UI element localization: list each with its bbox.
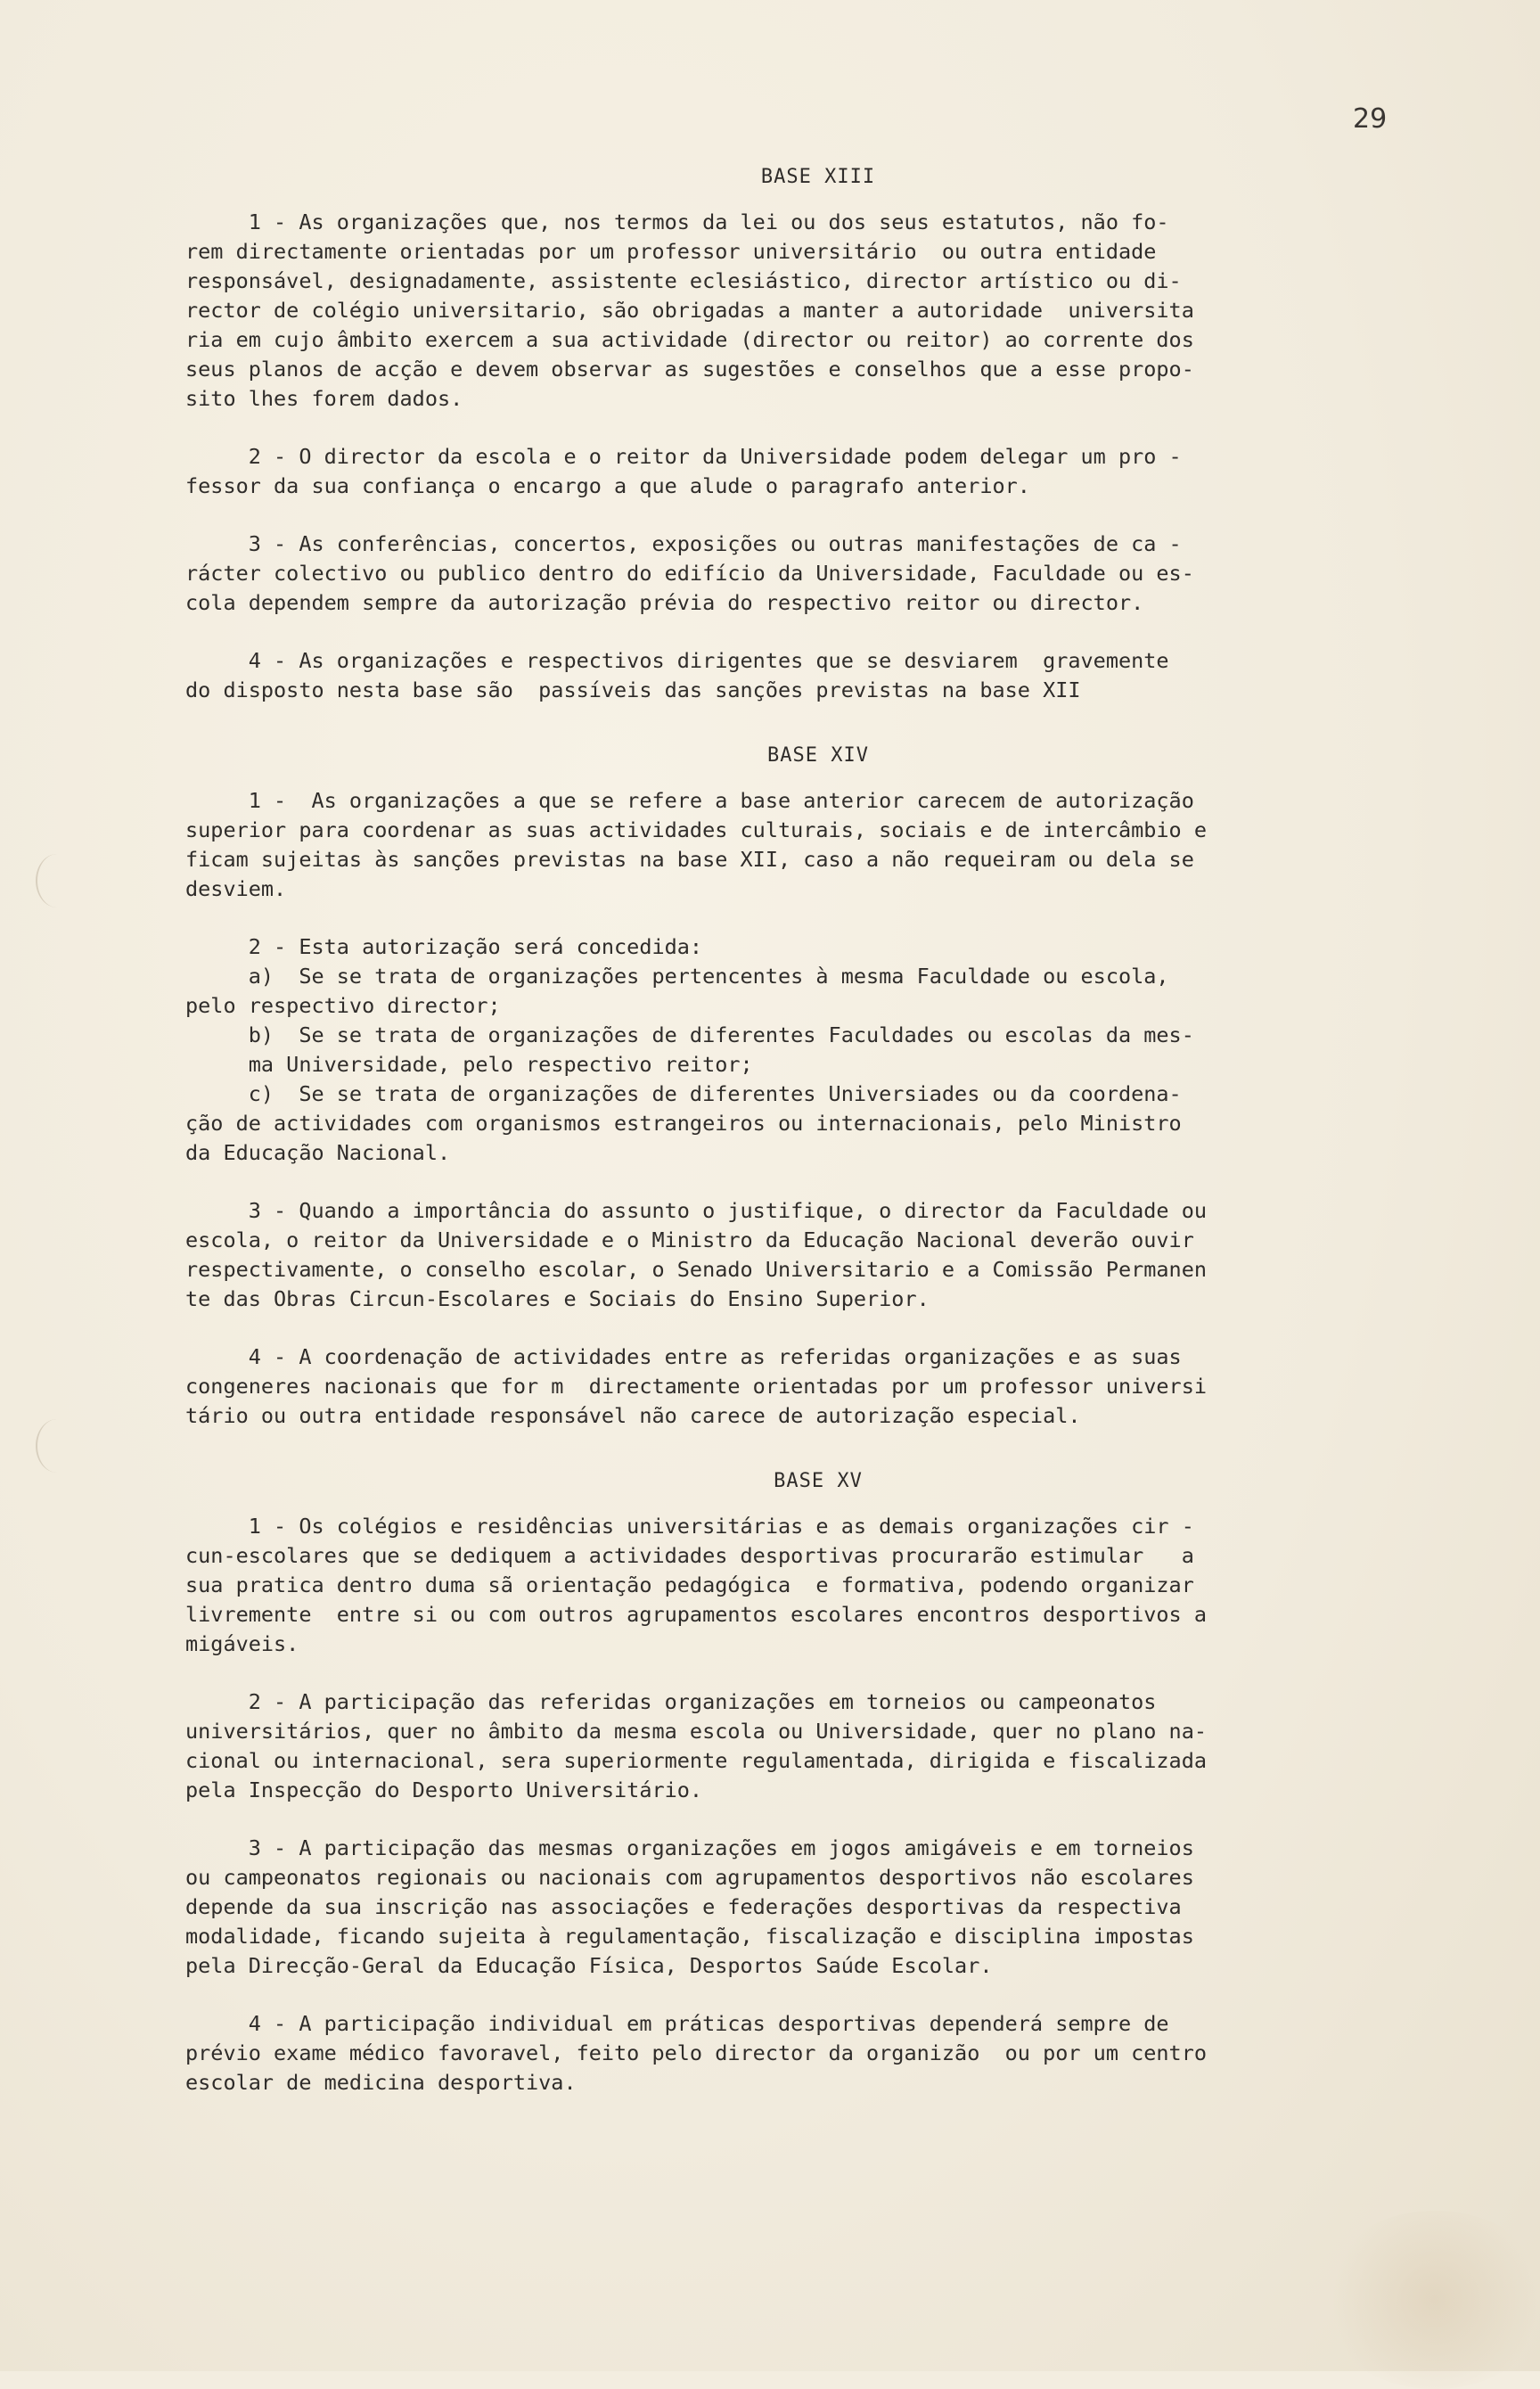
text-line: rácter colectivo ou publico dentro do edifício da Universidade, Faculdade ou es- bbox=[185, 561, 1194, 586]
text-line: pelo respectivo director; bbox=[185, 993, 501, 1018]
text-line: ria em cujo âmbito exercem a sua actividade (director ou reitor) ao corrente dos bbox=[185, 327, 1194, 352]
text-line: a) Se se trata de organizações pertencentes à mesma Faculdade ou escola, bbox=[185, 964, 1169, 989]
text-line: sito lhes forem dados. bbox=[185, 386, 463, 411]
text-line: prévio exame médico favoravel, feito pelo director da organizão ou por um centro bbox=[185, 2040, 1208, 2065]
text-line: da Educação Nacional. bbox=[185, 1140, 451, 1165]
paragraph bbox=[185, 442, 1415, 501]
text-line: rector de colégio universitario, são obrigadas a manter a autoridade universita bbox=[185, 298, 1194, 323]
text-line: do disposto nesta base são passíveis das sanções previstas na base XII bbox=[185, 677, 1081, 702]
section-base bbox=[185, 1470, 1415, 2098]
document-body bbox=[185, 166, 1415, 2137]
text-line: cun-escolares que se dediquem a actividades desportivas procurarão estimular a bbox=[185, 1543, 1194, 1568]
text-line: 3 - As conferências, concertos, exposições ou outras manifestações de ca - bbox=[185, 531, 1182, 556]
section-heading: BASE XIII bbox=[760, 166, 876, 188]
section-base bbox=[185, 166, 1415, 705]
text-line: escolar de medicina desportiva. bbox=[185, 2070, 577, 2095]
paragraph bbox=[185, 530, 1415, 618]
text-line: universitários, quer no âmbito da mesma escola ou Universidade, quer no plano na- bbox=[185, 1719, 1208, 1744]
text-line: livremente entre si ou com outros agrupamentos escolares encontros desportivos a bbox=[185, 1602, 1208, 1627]
text-line: 3 - A participação das mesmas organizações em jogos amigáveis e em torneios bbox=[185, 1835, 1194, 1860]
binder-hole-mark bbox=[36, 1419, 78, 1473]
text-line: c) Se se trata de organizações de diferentes Universiades ou da coordena- bbox=[185, 1081, 1182, 1106]
binder-hole-mark bbox=[36, 854, 78, 907]
paper-stain bbox=[1319, 2211, 1540, 2389]
text-line: 4 - A participação individual em práticas desportivas dependerá sempre de bbox=[185, 2011, 1169, 2036]
text-line: ou campeonatos regionais ou nacionais com agrupamentos desportivos não escolares bbox=[185, 1865, 1194, 1890]
text-line: responsável, designadamente, assistente eclesiástico, director artístico ou di- bbox=[185, 268, 1182, 293]
text-line: te das Obras Circun-Escolares e Sociais do Ensino Superior. bbox=[185, 1286, 930, 1311]
section-base bbox=[185, 744, 1415, 1431]
text-line: ção de actividades com organismos estrangeiros ou internacionais, pelo Ministro bbox=[185, 1111, 1182, 1136]
text-line: ma Universidade, pelo respectivo reitor; bbox=[185, 1052, 753, 1077]
text-line: 4 - A coordenação de actividades entre as referidas organizações e as suas bbox=[185, 1344, 1182, 1369]
text-line: seus planos de acção e devem observar as sugestões e conselhos que a esse propo- bbox=[185, 357, 1194, 382]
text-line: tário ou outra entidade responsável não carece de autorização especial. bbox=[185, 1403, 1081, 1428]
text-line: escola, o reitor da Universidade e o Ministro da Educação Nacional deverão ouvir bbox=[185, 1227, 1194, 1252]
paragraph bbox=[185, 1687, 1415, 1805]
paragraph bbox=[185, 1512, 1415, 1659]
text-line: sua pratica dentro duma sã orientação pedagógica e formativa, podendo organizar bbox=[185, 1572, 1194, 1597]
paragraph bbox=[185, 1834, 1415, 1981]
text-line: 3 - Quando a importância do assunto o justifique, o director da Faculdade ou bbox=[185, 1198, 1208, 1223]
text-line: pela Direcção-Geral da Educação Física, Desportos Saúde Escolar. bbox=[185, 1953, 993, 1978]
text-line: superior para coordenar as suas actividades culturais, sociais e de intercâmbio e bbox=[185, 817, 1208, 842]
text-line: 2 - A participação das referidas organizações em torneios ou campeonatos bbox=[185, 1689, 1157, 1714]
text-line: depende da sua inscrição nas associações e federações desportivas da respectiva bbox=[185, 1894, 1182, 1919]
text-line: 1 - As organizações que, nos termos da lei ou dos seus estatutos, não fo- bbox=[185, 209, 1169, 234]
paragraph bbox=[185, 932, 1415, 1168]
paragraph bbox=[185, 208, 1415, 414]
text-line: modalidade, ficando sujeita à regulamentação, fiscalização e disciplina impostas bbox=[185, 1924, 1194, 1949]
text-line: fessor da sua confiança o encargo a que alude o paragrafo anterior. bbox=[185, 473, 1030, 498]
paragraph bbox=[185, 1196, 1415, 1314]
page-number: 29 bbox=[1353, 103, 1388, 135]
paragraph bbox=[185, 786, 1415, 904]
text-line: 2 - Esta autorização será concedida: bbox=[185, 934, 703, 959]
text-line: congeneres nacionais que for m directamente orientadas por um professor universi bbox=[185, 1374, 1208, 1399]
text-line: 1 - Os colégios e residências universitárias e as demais organizações cir - bbox=[185, 1514, 1194, 1539]
paragraph bbox=[185, 1342, 1415, 1431]
paragraph bbox=[185, 646, 1415, 705]
text-line: pela Inspecção do Desporto Universitário. bbox=[185, 1777, 703, 1802]
section-heading: BASE XV bbox=[774, 1470, 863, 1492]
text-line: rem directamente orientadas por um professor universitário ou outra entidade bbox=[185, 239, 1157, 264]
text-line: cional ou internacional, sera superiormente regulamentada, dirigida e fiscalizada bbox=[185, 1748, 1208, 1773]
text-line: 1 - As organizações a que se refere a base anterior carecem de autorização bbox=[185, 788, 1194, 813]
text-line: migáveis. bbox=[185, 1631, 299, 1656]
paragraph bbox=[185, 2009, 1415, 2098]
text-line: desviem. bbox=[185, 876, 287, 901]
text-line: cola dependem sempre da autorização prévia do respectivo reitor ou director. bbox=[185, 590, 1144, 615]
text-line: ficam sujeitas às sanções previstas na base XII, caso a não requeiram ou dela se bbox=[185, 847, 1194, 872]
section-heading: BASE XIV bbox=[767, 744, 869, 767]
text-line: 4 - As organizações e respectivos dirigentes que se desviarem gravemente bbox=[185, 648, 1169, 673]
text-line: respectivamente, o conselho escolar, o Senado Universitario e a Comissão Permanen bbox=[185, 1257, 1208, 1282]
text-line: 2 - O director da escola e o reitor da Universidade podem delegar um pro - bbox=[185, 444, 1182, 469]
text-line: b) Se se trata de organizações de diferentes Faculdades ou escolas da mes- bbox=[185, 1022, 1194, 1047]
